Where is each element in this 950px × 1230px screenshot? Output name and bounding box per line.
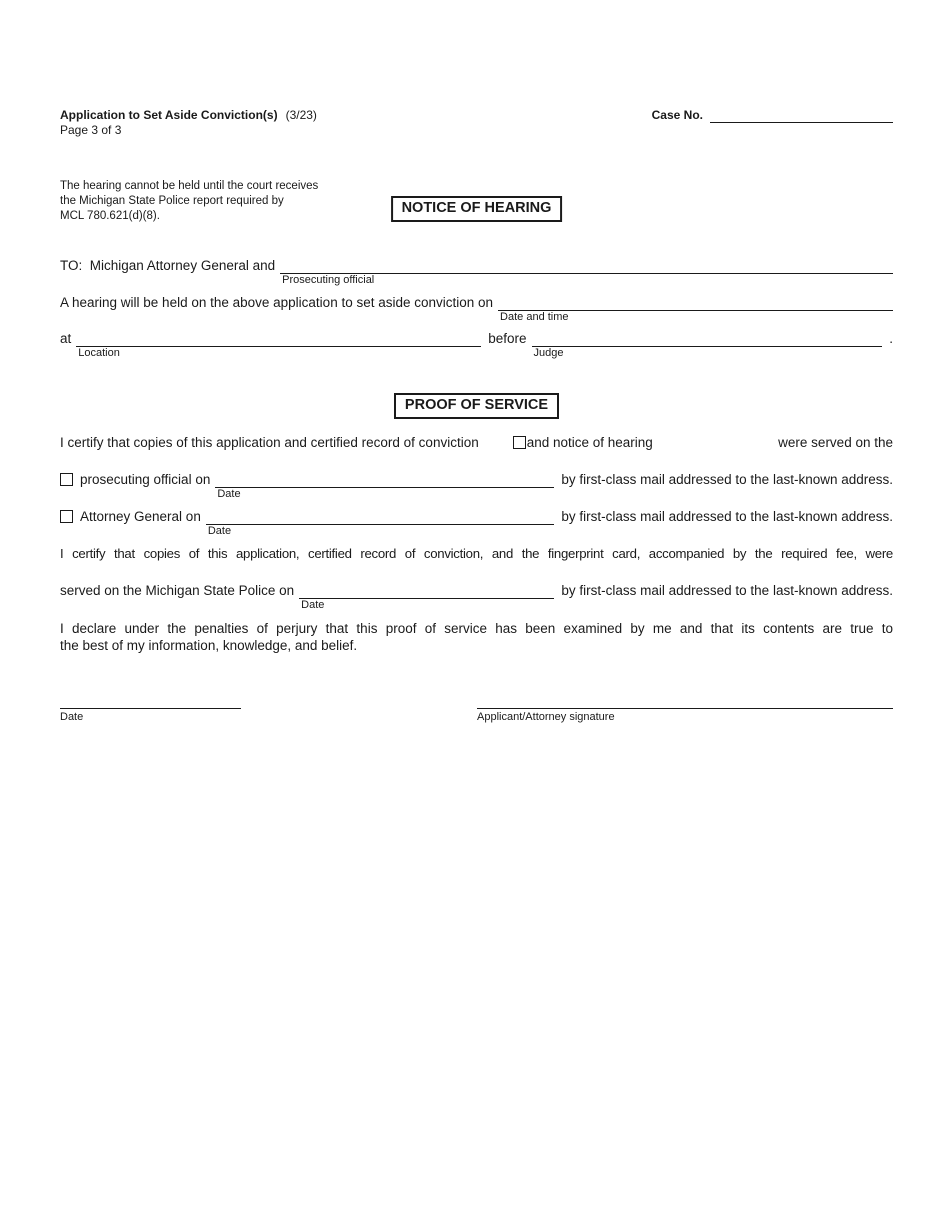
msp-service-date-field[interactable] [299, 582, 554, 611]
certify-text-3: were served on the [778, 435, 893, 450]
date-caption: Date [207, 525, 232, 537]
hearing-note-line: The hearing cannot be held until the court receives [60, 180, 319, 192]
location-judge-line [60, 330, 893, 359]
hearing-text: A hearing will be held on the above application to set aside conviction on [60, 295, 494, 310]
signature-caption: Applicant/Attorney signature [477, 711, 615, 723]
signature-row [60, 708, 893, 724]
at-label: at [60, 331, 72, 346]
declaration-line: the best of my information, knowledge, and belief. [60, 638, 358, 653]
prosecuting-served-label: prosecuting official on [80, 472, 211, 487]
msp-service-line [60, 582, 893, 611]
prosecuting-official-checkbox[interactable] [60, 473, 73, 486]
certify-text-2: and notice of hearing [526, 435, 653, 450]
applicant-signature-field[interactable] [477, 708, 893, 724]
to-label: TO: Michigan Attorney General and [60, 258, 276, 273]
notice-heading-row [60, 179, 893, 229]
by-mail-text: by first-class mail addressed to the last-known address. [561, 509, 893, 524]
proof-heading-row [60, 393, 893, 419]
by-mail-text: by first-class mail addressed to the last-known address. [561, 583, 893, 598]
to-line [60, 257, 893, 286]
attorney-served-label: Attorney General on [80, 509, 201, 524]
case-no-field[interactable] [710, 109, 893, 123]
prosecuting-service-line [60, 471, 893, 500]
form-identification [60, 108, 317, 138]
case-no-label: Case No. [651, 108, 703, 122]
date-signature-field[interactable] [60, 708, 241, 724]
before-label: before [488, 331, 527, 346]
proof-of-service-heading: PROOF OF SERVICE [394, 393, 559, 419]
prosecuting-service-date-field[interactable] [215, 471, 554, 500]
sentence-period: . [889, 331, 893, 346]
hearing-note-line: the Michigan State Police report required by [60, 195, 284, 207]
attorney-service-date-field[interactable] [206, 508, 555, 537]
notice-of-hearing-checkbox[interactable] [513, 436, 526, 449]
location-field[interactable] [76, 330, 481, 359]
declaration-line: I declare under the penalties of perjury that this proof of service has been examined by me and that its contents are true to [60, 621, 893, 636]
judge-field[interactable] [532, 330, 883, 359]
by-mail-text: by first-class mail addressed to the last-known address. [561, 472, 893, 487]
date-and-time-field[interactable] [498, 294, 893, 323]
form-title: Application to Set Aside Conviction(s) [60, 108, 278, 122]
attorney-service-line [60, 508, 893, 537]
hearing-note-line: MCL 780.621(d)(8). [60, 210, 160, 222]
notice-of-hearing-heading: NOTICE OF HEARING [391, 196, 563, 222]
case-number-block [652, 108, 893, 123]
attorney-general-checkbox[interactable] [60, 510, 73, 523]
page-number: Page 3 of 3 [60, 123, 122, 137]
form-header [60, 0, 893, 138]
hearing-date-line [60, 294, 893, 323]
certify-text-1: I certify that copies of this application and certified record of conviction [60, 435, 479, 450]
form-revision: (3/23) [285, 108, 317, 122]
judge-caption: Judge [533, 347, 564, 359]
date-caption: Date [217, 488, 241, 500]
prosecuting-official-field[interactable] [280, 257, 893, 286]
msp-served-label: served on the Michigan State Police on [60, 583, 295, 598]
fingerprint-certify-line: I certify that copies of this application, certified record of conviction, and the fingerprint card, accompanied by the required fee, were [60, 546, 893, 561]
perjury-declaration [60, 620, 893, 654]
date-caption: Date [60, 711, 84, 723]
prosecuting-official-caption: Prosecuting official [282, 274, 375, 286]
location-caption: Location [78, 347, 120, 359]
date-and-time-caption: Date and time [500, 311, 569, 323]
date-caption: Date [301, 599, 325, 611]
hearing-note [60, 179, 380, 224]
certify-line [60, 434, 893, 451]
